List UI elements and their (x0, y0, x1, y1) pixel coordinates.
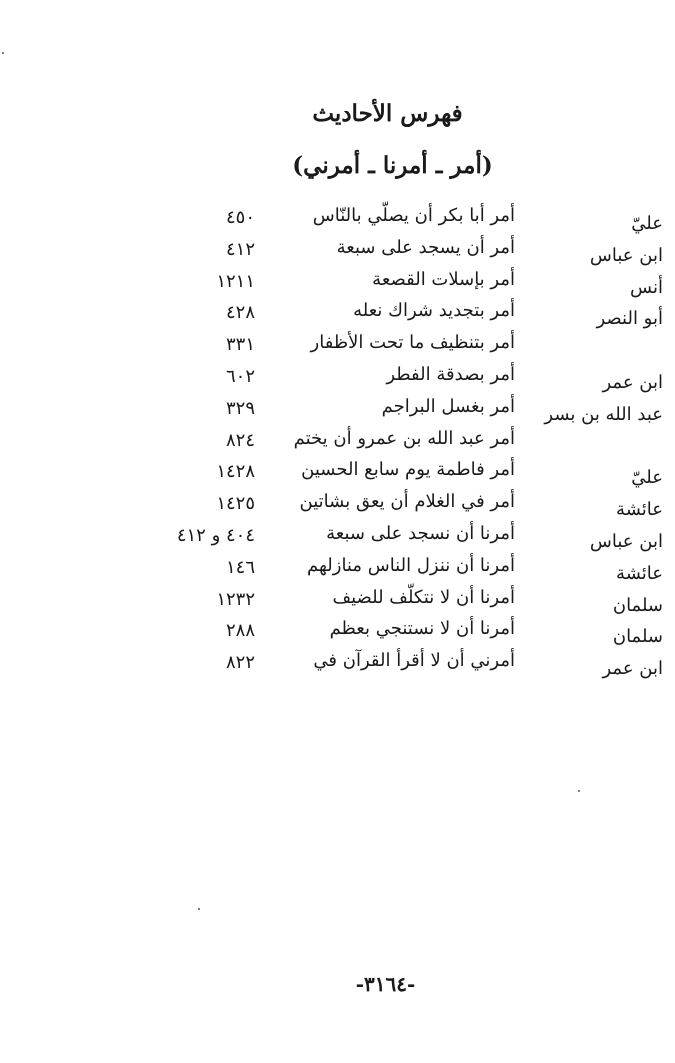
narrator-name: سلمان (612, 626, 663, 648)
index-entry (0, 650, 675, 682)
narrator-name: عائشة (616, 499, 663, 521)
hadith-text: أمرنا أن لا نستنجي بعظم (329, 618, 515, 640)
hadith-text: أمرنا أن ننزل الناس منازلهم (306, 554, 515, 576)
section-subtitle: (أمر ـ أمرنا ـ أمرني) (292, 152, 493, 179)
narrator-name: ابن عمر (602, 658, 663, 680)
scan-speck (2, 52, 4, 54)
page-number: -٣١٦٤- (355, 972, 416, 996)
hadith-text: أمر بتجديد شراك نعله (353, 300, 515, 322)
page-title: فهرس الأحاديث (312, 100, 463, 127)
scan-speck (578, 790, 580, 792)
hadith-number: ١٢٣٢ (216, 588, 255, 610)
hadith-number: ٤٥٠ (225, 207, 255, 228)
index-entry (0, 205, 675, 237)
index-entry (0, 428, 675, 460)
narrator-name: عبد الله بن بسر (544, 403, 663, 425)
narrator-name: أنس (630, 276, 663, 298)
hadith-text: أمر عبد الله بن عمرو أن يختم (293, 427, 515, 449)
hadith-text: أمر أن يسجد على سبعة (336, 236, 515, 258)
hadith-number: ٤١٢ (225, 238, 255, 260)
hadith-text: أمر بغسل البراجم (381, 395, 515, 417)
scan-speck (198, 908, 200, 910)
hadith-number: ٣٣١ (225, 334, 255, 356)
hadith-number: ١٢١١ (216, 270, 255, 292)
hadith-number: ٨٢٢ (225, 652, 255, 674)
hadith-text: أمر في الغلام أن يعق بشاتين (299, 491, 515, 513)
index-entry (0, 269, 675, 301)
hadith-number: ١٤٢٥ (216, 493, 255, 515)
hadith-number: ٤٠٤ و ٤١٢ (176, 524, 255, 546)
index-entry (0, 396, 675, 428)
index-entry (0, 523, 675, 555)
narrator-name: ابن عباس (589, 244, 663, 266)
hadith-text: أمرني أن لا أقرأ القرآن في (313, 650, 515, 672)
hadith-number: ٣٢٩ (225, 397, 255, 419)
index-entry (0, 364, 675, 396)
hadith-number: ١٤٦ (225, 556, 255, 578)
hadith-number: ٤٢٨ (225, 302, 255, 324)
hadith-number: ٨٢٤ (225, 429, 255, 451)
narrator-name: سلمان (612, 594, 663, 616)
narrator-name: عليّ (631, 213, 663, 234)
hadith-number: ٢٨٨ (225, 620, 255, 642)
index-entry (0, 332, 675, 364)
narrator-name: عليّ (631, 467, 663, 489)
hadith-text: أمر فاطمة يوم سابع الحسين (301, 459, 515, 481)
index-entry (0, 587, 675, 619)
index-entry (0, 300, 675, 332)
hadith-index-list (0, 205, 675, 682)
index-entry (0, 491, 675, 523)
hadith-text: أمر بصدقة الفطر (386, 363, 515, 385)
narrator-name: ابن عمر (602, 371, 663, 393)
narrator-name: عائشة (616, 562, 663, 584)
hadith-text: أمر بتنظيف ما تحت الأظفار (310, 332, 515, 354)
hadith-number: ٦٠٢ (225, 365, 255, 387)
index-entry (0, 555, 675, 587)
narrator-name: ابن عباس (589, 530, 663, 552)
narrator-name: أبو النصر (596, 308, 663, 330)
hadith-text: أمر بإسلات القصعة (372, 268, 515, 290)
hadith-number: ١٤٢٨ (216, 461, 255, 483)
index-entry (0, 459, 675, 491)
index-entry (0, 618, 675, 650)
hadith-text: أمر أبا بكر أن يصلّي بالنّاس (312, 205, 515, 226)
hadith-text: أمرنا أن لا نتكلّف للضيف (332, 586, 515, 608)
hadith-text: أمرنا أن نسجد على سبعة (326, 522, 515, 544)
index-entry (0, 237, 675, 269)
